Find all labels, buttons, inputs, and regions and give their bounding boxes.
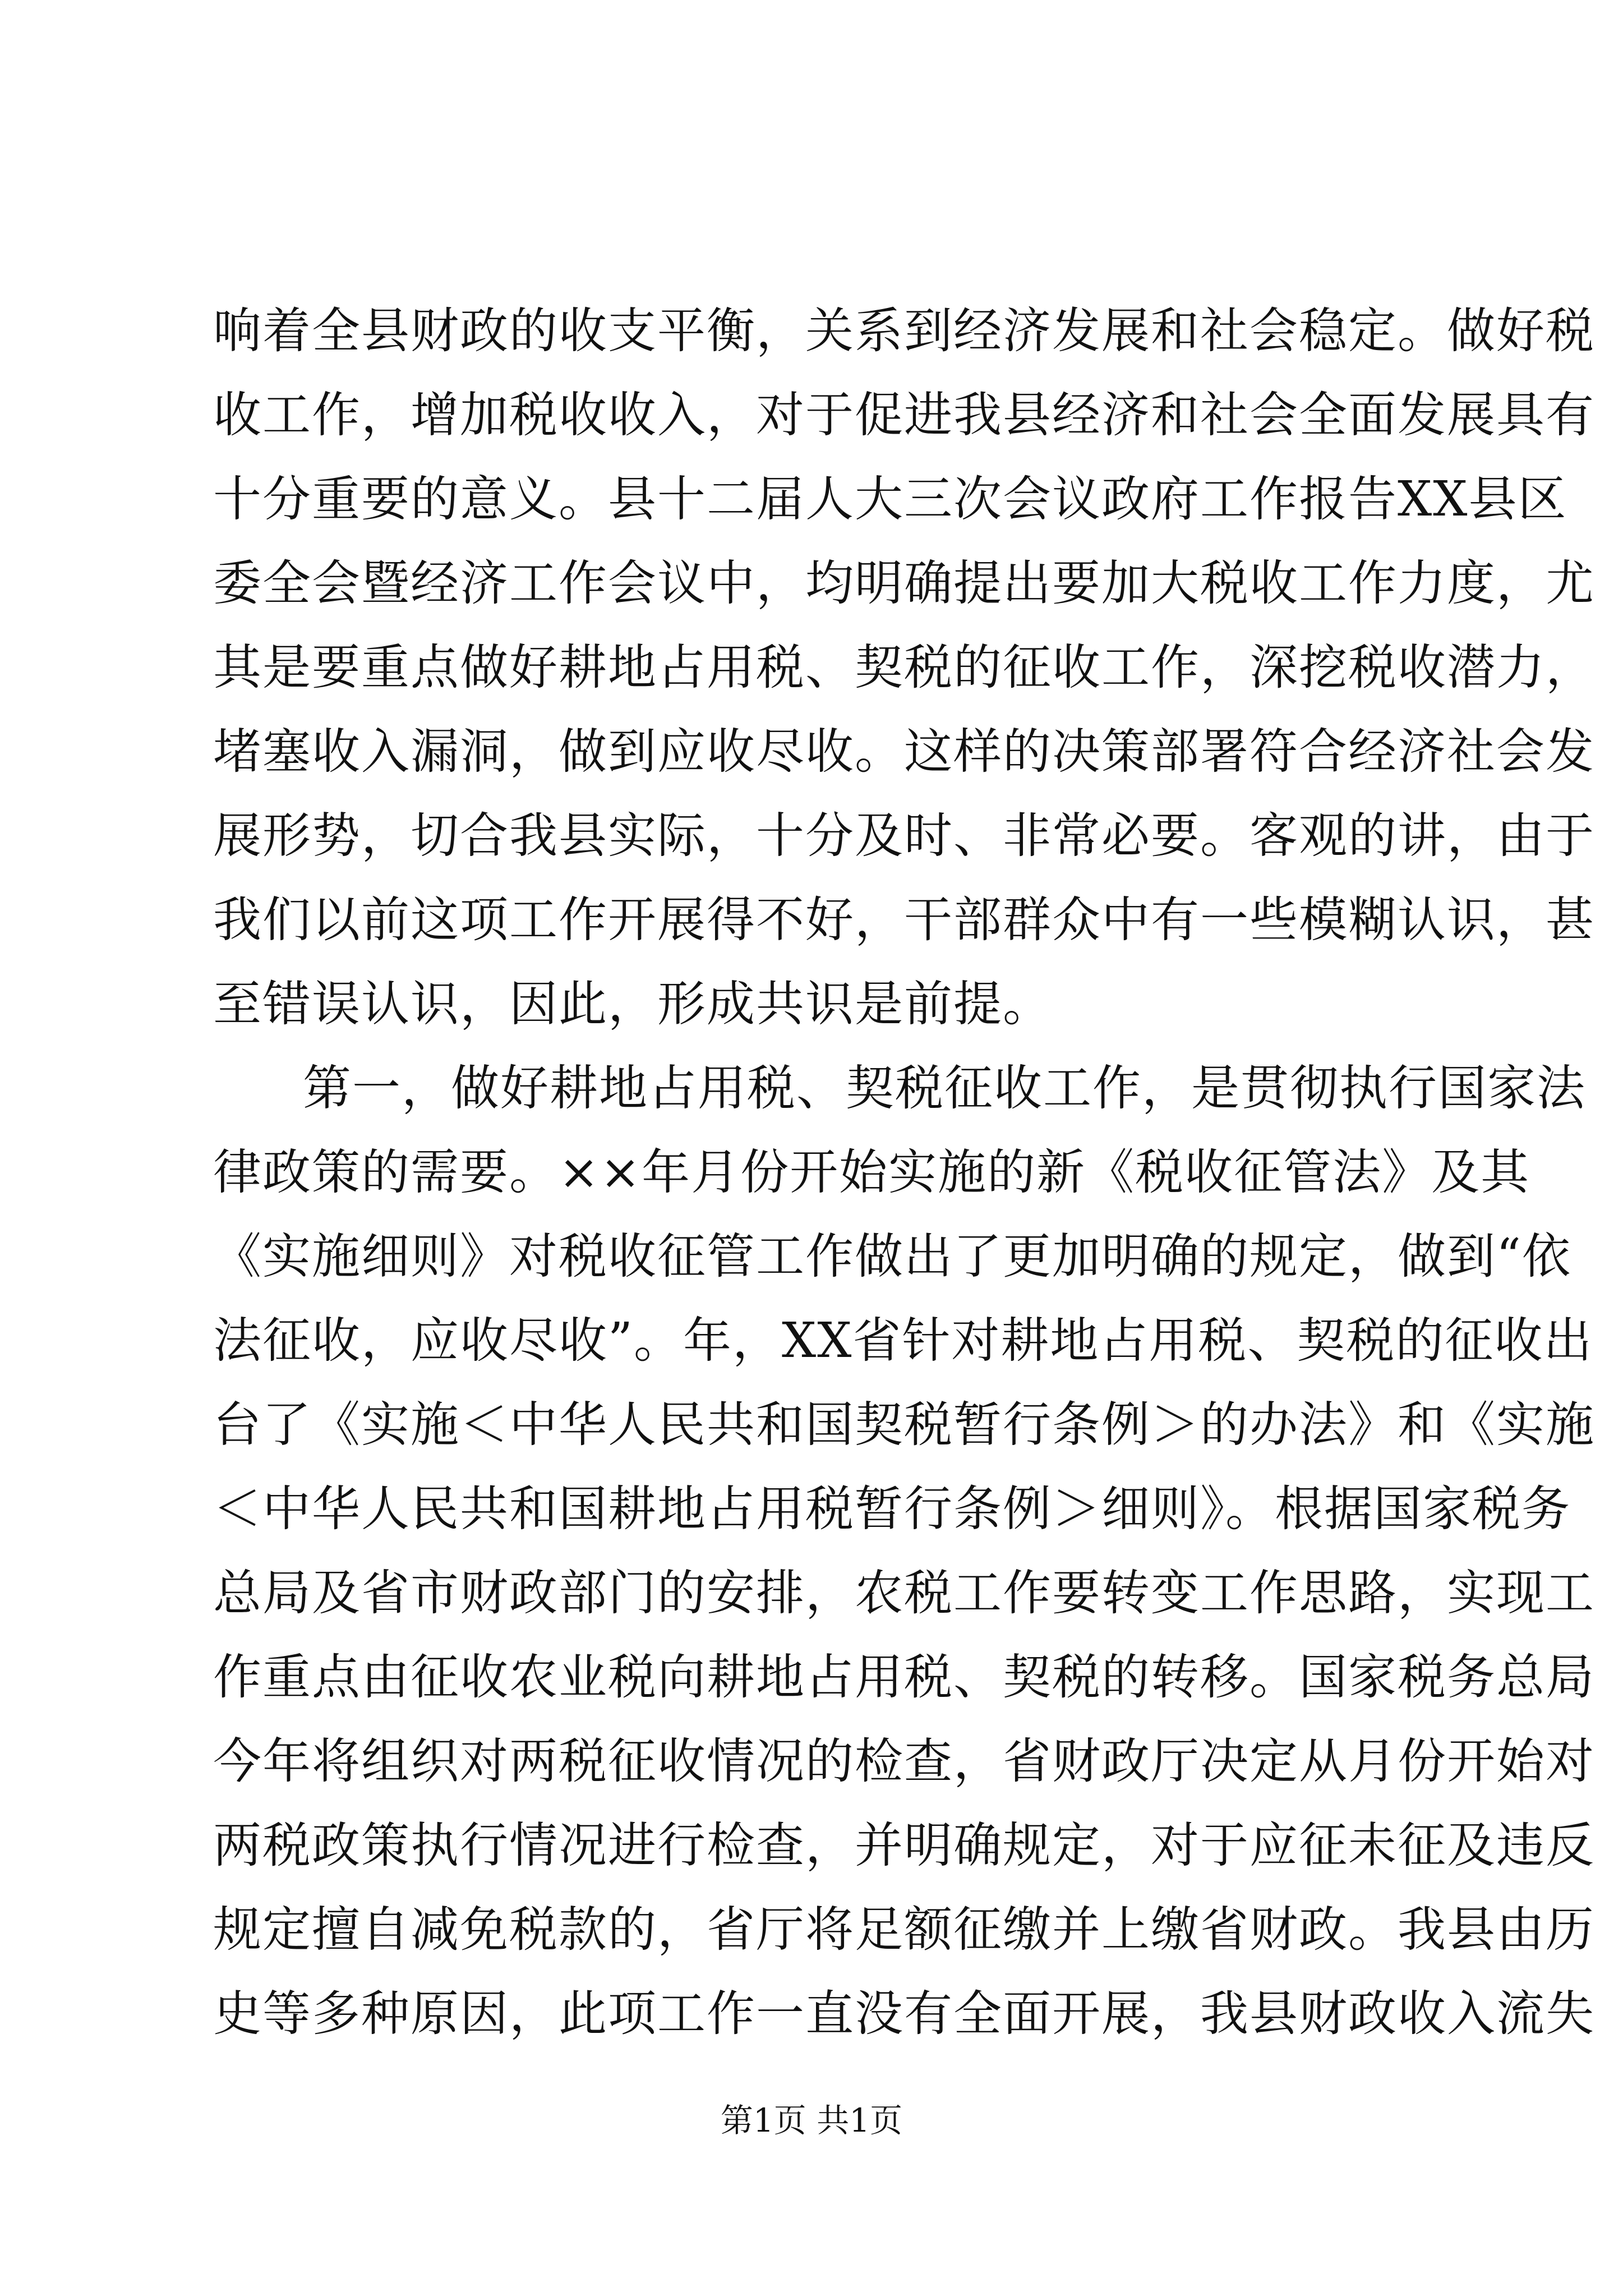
body-text-line: 其是要重点做好耕地占用税、契税的征收工作，深挖税收潜力， (213, 639, 1595, 696)
body-text-line: 两税政策执行情况进行检查，并明确规定，对于应征未征及违反 (213, 1818, 1595, 1874)
body-text-line: 史等多种原因，此项工作一直没有全面开展，我县财政收入流失 (213, 1986, 1595, 2042)
body-text-line: 响着全县财政的收支平衡，关系到经济发展和社会稳定。做好税 (213, 303, 1595, 359)
body-text-line: 我们以前这项工作开展得不好，干部群众中有一些模糊认识，甚 (213, 892, 1595, 948)
body-text-line: 作重点由征收农业税向耕地占用税、契税的转移。国家税务总局 (213, 1649, 1595, 1705)
body-text-line: 法征收，应收尽收”。年，XX省针对耕地占用税、契税的征收出 (213, 1313, 1593, 1369)
body-text-line: 律政策的需要。××年月份开始实施的新《税收征管法》及其 (213, 1144, 1530, 1200)
body-text-line: 展形势，切合我县实际，十分及时、非常必要。客观的讲，由于 (213, 808, 1595, 864)
body-text-line: 收工作，增加税收收入，对于促进我县经济和社会全面发展具有 (213, 387, 1595, 443)
body-text-line: 堵塞收入漏洞，做到应收尽收。这样的决策部署符合经济社会发 (213, 724, 1595, 780)
body-text-line: ＜中华人民共和国耕地占用税暂行条例＞细则》。根据国家税务 (213, 1481, 1571, 1537)
body-text-line: 台了《实施＜中华人民共和国契税暂行条例＞的办法》和《实施 (213, 1397, 1595, 1453)
page-number-footer: 第1页 共1页 (720, 2101, 903, 2139)
body-text-line: 总局及省市财政部门的安排，农税工作要转变工作思路，实现工 (213, 1565, 1595, 1621)
body-text-line: 规定擅自减免税款的，省厅将足额征缴并上缴省财政。我县由历 (213, 1902, 1595, 1958)
body-text-line: 今年将组织对两税征收情况的检查，省财政厅决定从月份开始对 (213, 1733, 1595, 1789)
body-text-line: 委全会暨经济工作会议中，均明确提出要加大税收工作力度，尤 (213, 555, 1595, 611)
body-text-line: 《实施细则》对税收征管工作做出了更加明确的规定，做到“依 (213, 1228, 1571, 1285)
paragraph-first-line: 第一，做好耕地占用税、契税征收工作，是贯彻执行国家法 (303, 1060, 1586, 1116)
body-text-line: 十分重要的意义。县十二届人大三次会议政府工作报告XX县区 (213, 471, 1567, 527)
body-text-line: 至错误认识，因此，形成共识是前提。 (213, 976, 1052, 1032)
